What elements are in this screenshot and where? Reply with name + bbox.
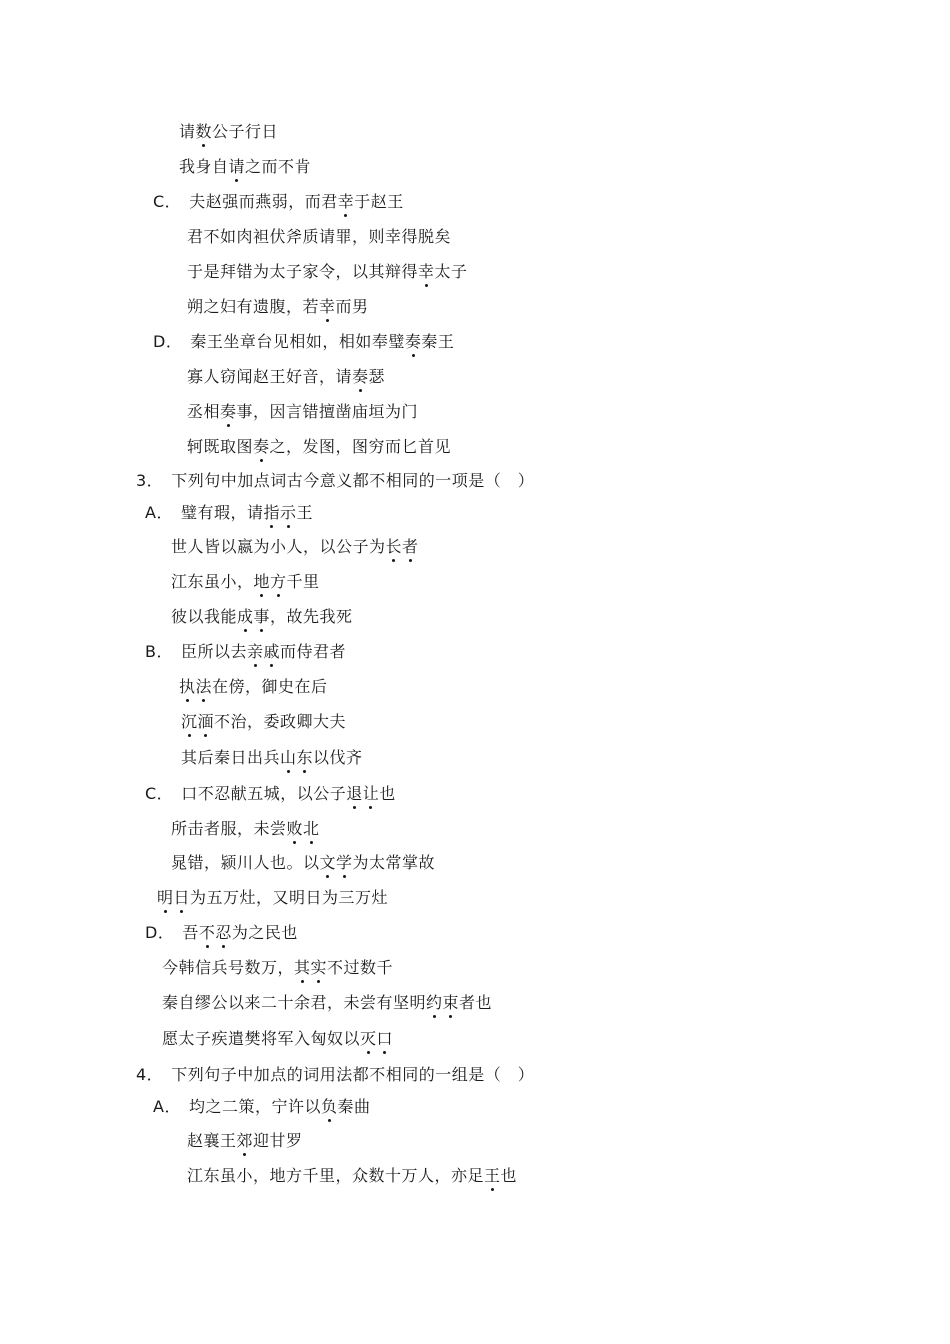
emphasized-char: 执 xyxy=(179,677,196,696)
plain-text: 为太常掌故 xyxy=(352,853,436,872)
plain-text: 事，因言错擅凿庙垣为门 xyxy=(236,402,419,421)
emphasized-char: 幸 xyxy=(319,297,336,316)
emphasized-char: 灭 xyxy=(360,1029,377,1048)
item-marker: 4． xyxy=(136,1065,164,1084)
plain-text: 君不如肉袒伏斧质请罪，则幸得脱矣 xyxy=(187,227,452,246)
text-line xyxy=(153,332,454,352)
emphasized-char: 山 xyxy=(280,748,297,767)
emphasized-char: 文 xyxy=(319,853,337,872)
emphasized-char: 学 xyxy=(336,853,353,872)
plain-text: 今韩信兵号数万， xyxy=(162,958,295,977)
text-line xyxy=(162,993,492,1013)
text-line xyxy=(171,853,435,873)
plain-text: 下列句子中加点的词用法都不相同的一组是（ ） xyxy=(171,1065,535,1084)
text-line xyxy=(162,1029,393,1049)
text-line xyxy=(153,192,404,212)
emphasized-char: 奏 xyxy=(253,437,270,456)
plain-text: 也 xyxy=(379,784,396,803)
emphasized-char: 方 xyxy=(270,572,287,591)
text-line xyxy=(145,923,298,943)
plain-text: 千里 xyxy=(286,572,320,591)
plain-text: 彼以我能 xyxy=(171,607,238,626)
plain-text: 我身自 xyxy=(179,157,229,176)
emphasized-char: 地 xyxy=(253,572,271,591)
emphasized-char: 沉 xyxy=(181,712,198,731)
plain-text: 臣所以去 xyxy=(180,642,247,661)
text-line xyxy=(181,748,363,768)
plain-text: 于赵王 xyxy=(354,192,404,211)
emphasized-char: 忍 xyxy=(215,923,232,942)
plain-text: 晁错，颍川人也。以 xyxy=(171,853,320,872)
emphasized-char: 奏 xyxy=(404,332,422,351)
plain-text: 吾 xyxy=(182,923,199,942)
plain-text: 朔之妇有遗腹，若 xyxy=(187,297,320,316)
emphasized-char: 示 xyxy=(279,503,297,522)
plain-text: 秦曲 xyxy=(337,1097,371,1116)
emphasized-char: 幸 xyxy=(337,192,355,211)
plain-text: 均之二策，宁许以 xyxy=(188,1097,321,1116)
item-marker: D． xyxy=(153,332,183,351)
plain-text: 江东虽小，地方千里，众数十万人，亦足 xyxy=(187,1166,485,1185)
emphasized-char: 长 xyxy=(385,537,403,556)
emphasized-char: 日 xyxy=(173,888,191,907)
item-marker: C． xyxy=(145,784,174,803)
plain-text: 以伐齐 xyxy=(313,748,363,767)
emphasized-char: 法 xyxy=(195,677,213,696)
text-line xyxy=(136,1065,534,1085)
emphasized-char: 奏 xyxy=(352,367,369,386)
text-line xyxy=(181,712,346,732)
item-marker: B． xyxy=(145,642,173,661)
emphasized-char: 实 xyxy=(310,958,328,977)
emphasized-char: 败 xyxy=(286,819,304,838)
text-line xyxy=(162,958,393,978)
item-marker: D． xyxy=(145,923,175,942)
text-line xyxy=(187,1166,517,1186)
item-marker: A． xyxy=(153,1097,181,1116)
emphasized-char: 其 xyxy=(294,958,311,977)
text-line xyxy=(171,537,419,557)
text-line xyxy=(187,1131,303,1151)
plain-text: 夫赵强而燕弱，而君 xyxy=(189,192,338,211)
emphasized-char: 约 xyxy=(426,993,443,1012)
plain-text: 秦自缪公以来二十余君，未尝有坚明 xyxy=(162,993,427,1012)
plain-text: 秦王 xyxy=(421,332,455,351)
text-line xyxy=(171,819,320,839)
emphasized-char: 王 xyxy=(484,1166,501,1185)
plain-text: 为五万灶，又明日为三万灶 xyxy=(190,888,389,907)
text-line xyxy=(157,888,388,908)
emphasized-char: 者 xyxy=(402,537,419,556)
plain-text: 其后秦日出兵 xyxy=(181,748,281,767)
plain-text: 口不忍献五城，以公子 xyxy=(181,784,347,803)
text-line xyxy=(187,402,418,422)
emphasized-char: 亲 xyxy=(247,642,264,661)
emphasized-char: 数 xyxy=(195,122,213,141)
emphasized-char: 戚 xyxy=(263,642,281,661)
item-marker: C． xyxy=(153,192,182,211)
plain-text: 不治，委政卿大夫 xyxy=(214,712,347,731)
emphasized-char: 束 xyxy=(442,993,460,1012)
emphasized-char: 明 xyxy=(157,888,174,907)
plain-text: 在傍，御史在后 xyxy=(212,677,328,696)
text-line xyxy=(179,157,311,177)
text-line xyxy=(145,642,346,662)
emphasized-char: 事 xyxy=(253,607,271,626)
emphasized-char: 不 xyxy=(198,923,216,942)
plain-text: 公子行日 xyxy=(212,122,279,141)
emphasized-char: 郊 xyxy=(236,1131,254,1150)
item-marker: A． xyxy=(145,503,173,522)
plain-text: 江东虽小， xyxy=(171,572,254,591)
emphasized-char: 负 xyxy=(320,1097,338,1116)
text-line xyxy=(171,572,320,592)
plain-text: 轲既取图 xyxy=(187,437,254,456)
plain-text: 迎甘罗 xyxy=(253,1131,303,1150)
text-line xyxy=(187,367,385,387)
plain-text: 太子 xyxy=(434,262,468,281)
text-line xyxy=(145,784,396,804)
emphasized-char: 指 xyxy=(263,503,280,522)
text-line xyxy=(179,677,328,697)
text-line xyxy=(187,262,468,282)
plain-text: 于是拜错为太子家令，以其辩得 xyxy=(187,262,419,281)
plain-text: 而侍君者 xyxy=(280,642,347,661)
plain-text: 愿太子疾遣樊将军入匈奴以 xyxy=(162,1029,361,1048)
text-line xyxy=(153,1097,371,1117)
text-line xyxy=(187,437,451,457)
plain-text: 世人皆以嬴为小人，以公子为 xyxy=(171,537,386,556)
plain-text: 秦王坐章台见相如，相如奉璧 xyxy=(190,332,405,351)
plain-text: 而男 xyxy=(335,297,369,316)
text-line xyxy=(136,471,534,491)
emphasized-char: 让 xyxy=(362,784,380,803)
plain-text: 赵襄王 xyxy=(187,1131,237,1150)
emphasized-char: 请 xyxy=(228,157,246,176)
plain-text: 王 xyxy=(296,503,314,522)
plain-text: 之而不肯 xyxy=(245,157,312,176)
text-line xyxy=(179,122,278,142)
text-line xyxy=(145,503,313,523)
text-line xyxy=(171,607,353,627)
emphasized-char: 退 xyxy=(346,784,363,803)
emphasized-char: 幸 xyxy=(418,262,435,281)
emphasized-char: 奏 xyxy=(220,402,237,421)
plain-text: 璧有瑕，请 xyxy=(180,503,264,522)
plain-text: 丞相 xyxy=(187,402,221,421)
plain-text: 下列句中加点词古今意义都不相同的一项是（ ） xyxy=(171,471,535,490)
item-marker: 3． xyxy=(136,471,164,490)
emphasized-char: 成 xyxy=(237,607,254,626)
emphasized-char: 东 xyxy=(296,748,314,767)
text-line xyxy=(187,227,451,247)
plain-text: ，故先我死 xyxy=(270,607,353,626)
emphasized-char: 口 xyxy=(376,1029,394,1048)
text-line xyxy=(187,297,369,317)
plain-text: 瑟 xyxy=(368,367,386,386)
plain-text: 之，发图，图穷而匕首见 xyxy=(269,437,452,456)
plain-text: 寡人窃闻赵王好音，请 xyxy=(187,367,353,386)
plain-text: 也 xyxy=(500,1166,518,1185)
emphasized-char: 北 xyxy=(303,819,320,838)
plain-text: 者也 xyxy=(459,993,493,1012)
plain-text: 所击者服，未尝 xyxy=(171,819,287,838)
plain-text: 为之民也 xyxy=(231,923,298,942)
plain-text: 请 xyxy=(179,122,196,141)
emphasized-char: 湎 xyxy=(197,712,215,731)
plain-text: 不过数千 xyxy=(327,958,394,977)
